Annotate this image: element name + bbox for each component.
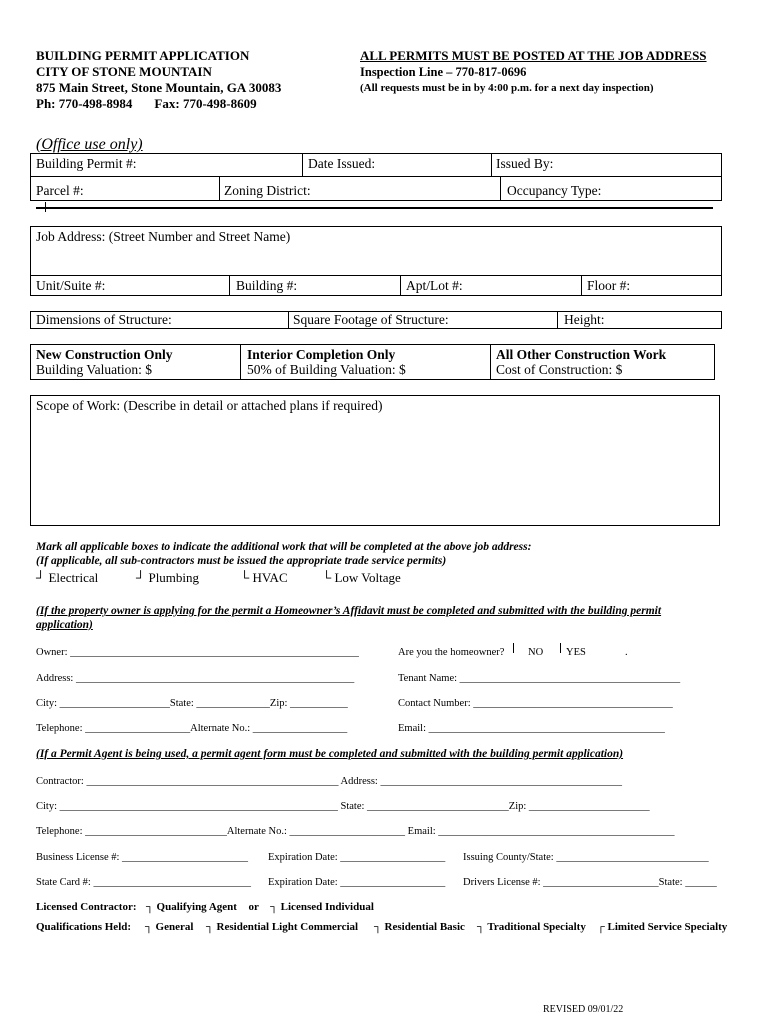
additional-work-instruction: Mark all applicable boxes to indicate the additional work that will be completed at the above job address:: [36, 541, 532, 553]
contractor-telephone-field[interactable]: Telephone: ___________________________Alternate No.: ______________________ Email: _____________________________________________: [36, 826, 675, 837]
divider: [491, 153, 492, 177]
low-voltage-checkbox[interactable]: └ Low Voltage: [322, 570, 401, 585]
apt-lot-field[interactable]: Apt/Lot #:: [406, 278, 463, 293]
height-field[interactable]: Height:: [564, 312, 605, 327]
divider: [500, 177, 501, 201]
divider: [490, 344, 491, 380]
inspection-line: Inspection Line – 770-817-0696: [360, 65, 527, 79]
city-name: CITY OF STONE MOUNTAIN: [36, 64, 212, 79]
no-option: NO: [528, 647, 544, 658]
state-card-field[interactable]: State Card #: ______________________________: [36, 877, 251, 888]
form-title: BUILDING PERMIT APPLICATION: [36, 48, 250, 63]
scope-of-work-label: Scope of Work: (Describe in detail or attached plans if required): [36, 398, 383, 413]
divider: [581, 275, 582, 296]
general-checkbox[interactable]: ┐ General: [145, 921, 194, 933]
interior-completion-title: Interior Completion Only: [247, 347, 396, 362]
licensed-contractor-label: Licensed Contractor:: [36, 901, 137, 913]
or-text: or: [248, 901, 259, 913]
licensed-individual-checkbox[interactable]: ┐ Licensed Individual: [270, 901, 374, 913]
unit-field[interactable]: Unit/Suite #:: [36, 278, 106, 293]
inspection-deadline: (All requests must be in by 4:00 p.m. for a next day inspection): [360, 82, 654, 94]
building-valuation-field[interactable]: Building Valuation: $: [36, 362, 153, 377]
divider: [30, 176, 722, 177]
qualifying-agent-checkbox[interactable]: ┐ Qualifying Agent: [146, 901, 237, 913]
state-card-expiration-field[interactable]: Expiration Date: ____________________: [268, 877, 446, 888]
permit-number-field[interactable]: Building Permit #:: [36, 156, 137, 171]
divider: [229, 275, 230, 296]
homeowner-affidavit-note-cont: application): [36, 619, 93, 631]
divider: [302, 153, 303, 177]
floor-field[interactable]: Floor #:: [587, 278, 631, 293]
issuing-county-field[interactable]: Issuing County/State: _____________________________: [463, 852, 709, 863]
license-expiration-field[interactable]: Expiration Date: ____________________: [268, 852, 446, 863]
tenant-name-field[interactable]: Tenant Name: __________________________________________: [398, 673, 681, 684]
qualifications-label: Qualifications Held:: [36, 921, 132, 933]
building-field[interactable]: Building #:: [236, 278, 298, 293]
revision-date: REVISED 09/01/22: [543, 1004, 624, 1015]
header-left: [36, 48, 281, 112]
divider: [288, 311, 289, 329]
dimensions-field[interactable]: Dimensions of Structure:: [36, 312, 172, 327]
date-issued-field[interactable]: Date Issued:: [308, 156, 376, 171]
office-use-heading: (Office use only): [36, 136, 143, 153]
fax: Fax: 770-498-8609: [154, 96, 257, 111]
square-footage-field[interactable]: Square Footage of Structure:: [293, 312, 449, 327]
scope-of-work-box[interactable]: [30, 395, 720, 526]
owner-field[interactable]: Owner: _______________________________________________________: [36, 647, 359, 658]
yes-checkbox-mark[interactable]: [560, 643, 561, 653]
plumbing-checkbox[interactable]: ┘ Plumbing: [136, 570, 200, 585]
yes-period: .: [625, 647, 628, 658]
contact-number-field[interactable]: Contact Number: ______________________________________: [398, 698, 673, 709]
owner-email-field[interactable]: Email: _____________________________________________: [398, 723, 665, 734]
homeowner-question: Are you the homeowner?: [398, 647, 505, 658]
divider: [240, 344, 241, 380]
licensed-contractor-row: [36, 900, 374, 914]
header-right: [360, 48, 707, 96]
zoning-field[interactable]: Zoning District:: [224, 183, 311, 198]
divider: [45, 202, 46, 212]
hvac-checkbox[interactable]: └ HVAC: [240, 570, 288, 585]
new-construction-title: New Construction Only: [36, 347, 173, 362]
divider: [36, 207, 713, 209]
divider: [557, 311, 558, 329]
divider: [400, 275, 401, 296]
traditional-specialty-checkbox[interactable]: ┐ Traditional Specialty: [477, 921, 586, 933]
permit-agent-note: (If a Permit Agent is being used, a permit agent form must be completed and submitted with the building permit application): [36, 748, 624, 760]
divider: [219, 177, 220, 201]
drivers-license-field[interactable]: Drivers License #: ______________________State: ______: [463, 877, 717, 888]
contractor-city-field[interactable]: City: _____________________________________________________ State: ___________________________Zip: _______________________: [36, 801, 650, 812]
no-checkbox-mark[interactable]: [513, 643, 514, 653]
yes-option: YES: [566, 647, 586, 658]
electrical-checkbox[interactable]: ┘ Electrical: [36, 570, 99, 585]
residential-basic-checkbox[interactable]: ┐ Residential Basic: [374, 921, 465, 933]
residential-light-commercial-checkbox[interactable]: ┐ Residential Light Commercial: [206, 921, 359, 933]
other-construction-title: All Other Construction Work: [496, 347, 667, 362]
contact-line: [36, 96, 281, 112]
business-license-field[interactable]: Business License #: ________________________: [36, 852, 249, 863]
contractor-field[interactable]: Contractor: ________________________________________________ Address: ______________________________________________: [36, 776, 622, 787]
limited-service-specialty-checkbox[interactable]: ┌ Limited Service Specialty: [597, 921, 728, 933]
parcel-field[interactable]: Parcel #:: [36, 183, 84, 198]
homeowner-affidavit-note: (If the property owner is applying for the permit a Homeowner’s Affidavit must be completed and submitted with the building permit: [36, 605, 662, 617]
job-address-field[interactable]: Job Address: (Street Number and Street Name): [36, 229, 291, 244]
owner-city-state-zip-field[interactable]: City: _____________________State: ______________Zip: ___________: [36, 698, 348, 709]
cost-of-construction-field[interactable]: Cost of Construction: $: [496, 362, 623, 377]
issued-by-field[interactable]: Issued By:: [496, 156, 554, 171]
posting-notice: ALL PERMITS MUST BE POSTED AT THE JOB ADDRESS: [360, 48, 707, 63]
owner-address-field[interactable]: Address: _____________________________________________________: [36, 673, 355, 684]
phone: Ph: 770-498-8984: [36, 96, 133, 111]
interior-valuation-field[interactable]: 50% of Building Valuation: $: [247, 362, 406, 377]
owner-telephone-field[interactable]: Telephone: ____________________Alternate No.: __________________: [36, 723, 348, 734]
occupancy-field[interactable]: Occupancy Type:: [507, 183, 602, 198]
subcontractor-note: (If applicable, all sub-contractors must be issued the appropriate trade service permits): [36, 555, 447, 567]
divider: [30, 275, 722, 276]
city-address: 875 Main Street, Stone Mountain, GA 30083: [36, 80, 282, 95]
